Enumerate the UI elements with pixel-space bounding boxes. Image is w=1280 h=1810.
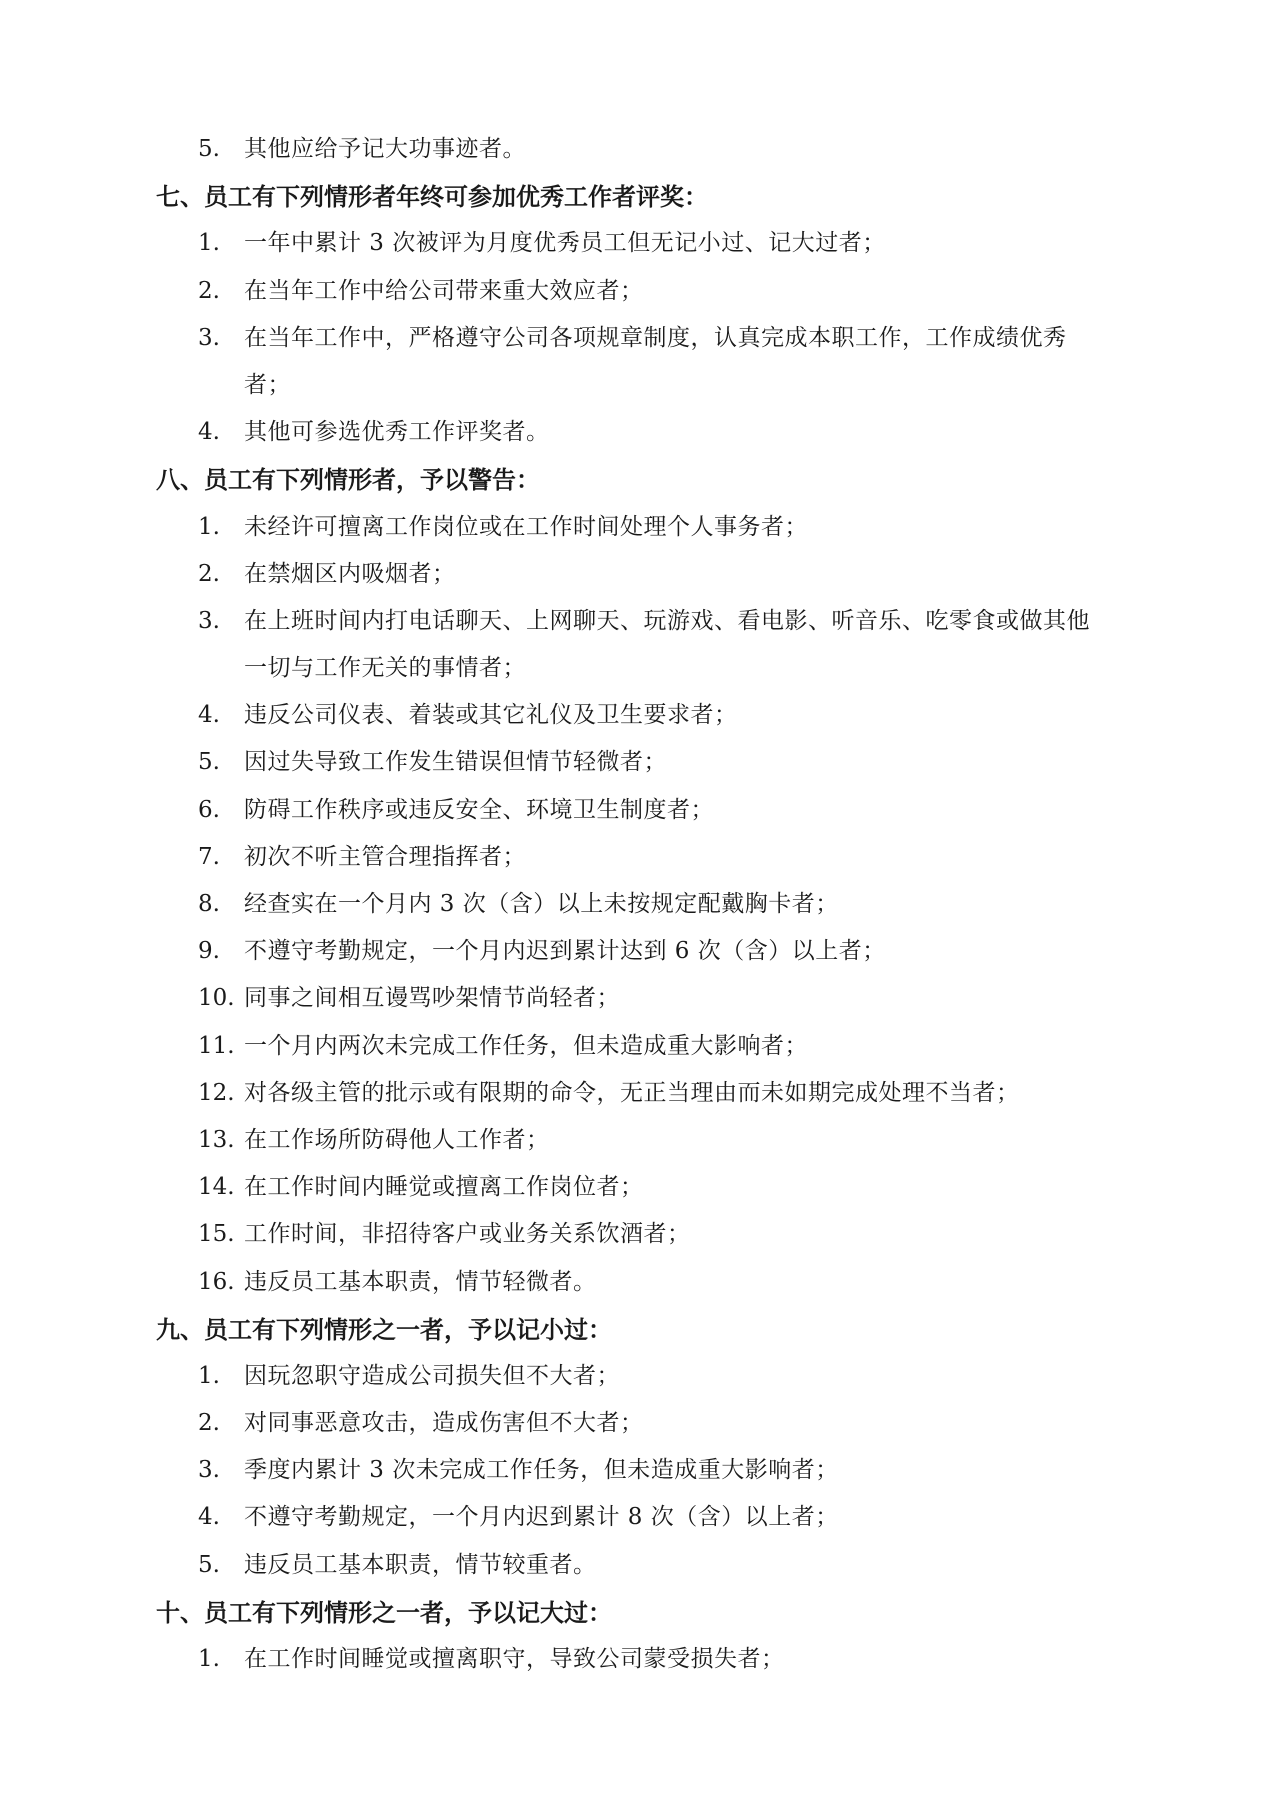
item-text: 违反员工基本职责，情节轻微者。	[244, 1268, 597, 1295]
list-item	[0, 1447, 1280, 1494]
item-number: 4.	[198, 419, 220, 446]
section-heading: 八、员工有下列情形者，予以警告：	[156, 465, 540, 495]
list-item	[0, 787, 1280, 834]
list-item	[0, 739, 1280, 786]
list-item	[0, 1070, 1280, 1117]
list-item	[0, 692, 1280, 739]
item-number: 12.	[198, 1079, 235, 1106]
list-item	[0, 504, 1280, 551]
item-text: 在禁烟区内吸烟者；	[244, 560, 456, 587]
item-number: 1.	[198, 1362, 220, 1389]
item-number: 9.	[198, 938, 220, 965]
list-item	[0, 315, 1280, 362]
item-text: 一个月内两次未完成工作任务，但未造成重大影响者；	[244, 1032, 808, 1059]
item-text: 未经许可擅离工作岗位或在工作时间处理个人事务者；	[244, 513, 808, 540]
item-text: 因过失导致工作发生错误但情节轻微者；	[244, 749, 667, 776]
list-item	[0, 1023, 1280, 1070]
item-text: 在工作时间睡觉或擅离职守，导致公司蒙受损失者；	[244, 1646, 785, 1672]
item-text: 不遵守考勤规定，一个月内迟到累计 8 次（含）以上者；	[244, 1504, 839, 1531]
item-number: 3.	[198, 324, 220, 351]
item-text: 同事之间相互谩骂吵架情节尚轻者；	[244, 985, 620, 1012]
item-number: 11.	[198, 1032, 235, 1059]
list-item	[0, 126, 1280, 173]
list-item	[0, 928, 1280, 975]
item-number: 7.	[198, 843, 220, 870]
item-text: 违反员工基本职责，情节较重者。	[244, 1551, 597, 1578]
item-text: 工作时间，非招待客户或业务关系饮酒者；	[244, 1221, 691, 1248]
list-item	[0, 975, 1280, 1022]
item-number: 13.	[198, 1126, 235, 1153]
list-item	[0, 1117, 1280, 1164]
list-item	[0, 598, 1280, 645]
item-number: 6.	[198, 796, 220, 823]
item-number: 2.	[198, 560, 220, 587]
item-number: 1.	[198, 230, 220, 257]
item-text: 其他可参选优秀工作评奖者。	[244, 419, 550, 446]
list-item-continuation	[0, 362, 1280, 409]
item-number: 16.	[198, 1268, 235, 1295]
list-item	[0, 551, 1280, 598]
item-text: 在当年工作中给公司带来重大效应者；	[244, 277, 644, 304]
item-text: 一切与工作无关的事情者；	[244, 655, 526, 682]
item-number: 15.	[198, 1221, 235, 1248]
item-number: 5.	[198, 749, 220, 776]
item-number: 4.	[198, 1504, 220, 1531]
item-text: 因玩忽职守造成公司损失但不大者；	[244, 1362, 620, 1389]
item-number: 8.	[198, 891, 220, 917]
item-text: 者；	[244, 371, 291, 398]
item-text: 在上班时间内打电话聊天、上网聊天、玩游戏、看电影、听音乐、吃零食或做其他	[244, 607, 1090, 634]
item-text: 不遵守考勤规定，一个月内迟到累计达到 6 次（含）以上者；	[244, 938, 886, 965]
item-text: 一年中累计 3 次被评为月度优秀员工但无记小过、记大过者；	[244, 230, 886, 257]
list-item	[0, 1211, 1280, 1258]
item-text: 对各级主管的批示或有限期的命令，无正当理由而未如期完成处理不当者；	[244, 1079, 1020, 1106]
section-heading: 十、员工有下列情形之一者，予以记大过：	[156, 1597, 612, 1627]
list-item-continuation	[0, 645, 1280, 692]
item-number: 5.	[198, 1551, 220, 1578]
list-item	[0, 1542, 1280, 1589]
item-text: 防碍工作秩序或违反安全、环境卫生制度者；	[244, 796, 714, 823]
list-item	[0, 881, 1280, 928]
item-number: 3.	[198, 607, 220, 634]
item-text: 初次不听主管合理指挥者；	[244, 843, 526, 870]
item-number: 2.	[198, 1410, 220, 1437]
item-text: 其他应给予记大功事迹者。	[244, 136, 526, 162]
list-item	[0, 1494, 1280, 1541]
list-item	[0, 1164, 1280, 1211]
item-number: 4.	[198, 702, 220, 729]
section-heading: 九、员工有下列情形之一者，予以记小过：	[156, 1314, 612, 1344]
section-heading: 七、员工有下列情形者年终可参加优秀工作者评奖：	[156, 182, 708, 212]
item-number: 14.	[198, 1174, 235, 1201]
item-text: 季度内累计 3 次未完成工作任务，但未造成重大影响者；	[244, 1457, 839, 1484]
list-item	[0, 1353, 1280, 1400]
list-item	[0, 409, 1280, 456]
item-text: 经查实在一个月内 3 次（含）以上未按规定配戴胸卡者；	[244, 891, 839, 917]
item-number: 1.	[198, 513, 220, 540]
list-item	[0, 834, 1280, 881]
list-item	[0, 1259, 1280, 1306]
item-number: 10.	[198, 985, 235, 1012]
item-text: 在工作时间内睡觉或擅离工作岗位者；	[244, 1174, 644, 1201]
item-number: 1.	[198, 1646, 220, 1672]
document-page	[0, 126, 1280, 1683]
item-number: 3.	[198, 1457, 220, 1484]
item-text: 在当年工作中，严格遵守公司各项规章制度，认真完成本职工作，工作成绩优秀	[244, 324, 1067, 351]
item-number: 5.	[198, 136, 220, 162]
list-item	[0, 220, 1280, 267]
item-text: 对同事恶意攻击，造成伤害但不大者；	[244, 1410, 644, 1437]
item-text: 在工作场所防碍他人工作者；	[244, 1126, 550, 1153]
item-number: 2.	[198, 277, 220, 304]
list-item	[0, 268, 1280, 315]
list-item	[0, 1400, 1280, 1447]
item-text: 违反公司仪表、着装或其它礼仪及卫生要求者；	[244, 702, 738, 729]
list-item	[0, 1636, 1280, 1683]
